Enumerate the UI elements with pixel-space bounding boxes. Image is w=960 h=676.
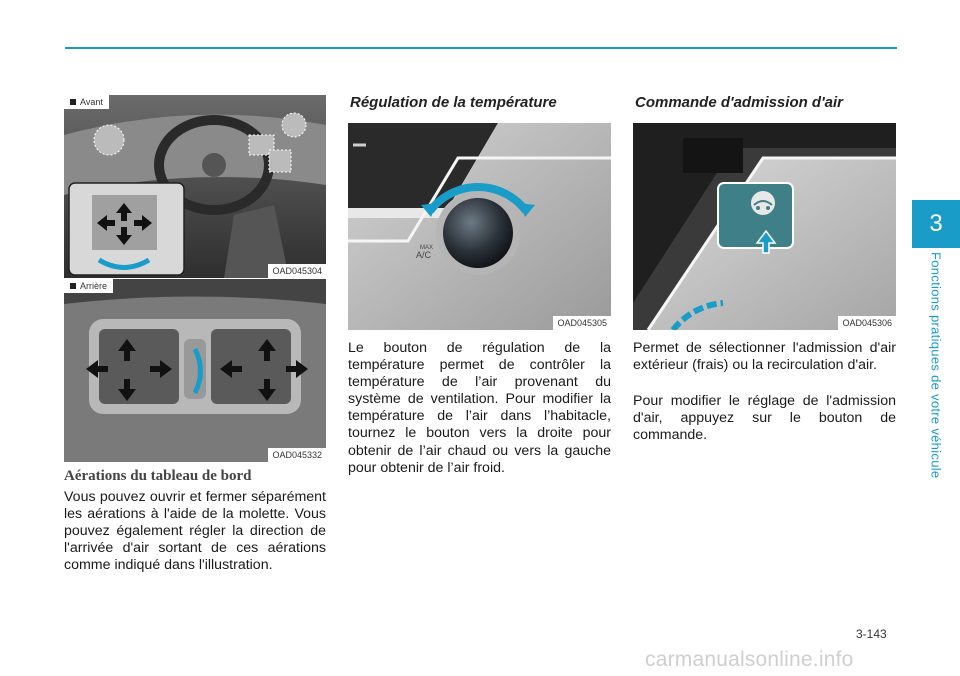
figure-tag-front	[64, 95, 109, 109]
heading-dashboard-vents: Aérations du tableau de bord	[64, 468, 252, 484]
rear-vents-illustration	[64, 279, 326, 462]
paragraph-air-intake-instructions: Pour modifier le réglage de l'admission d'air, appuyez sur le bouton de commande.	[633, 393, 896, 444]
figure-code-temp: OAD045305	[553, 316, 611, 330]
figure-air-intake	[633, 123, 896, 330]
chapter-number: 3	[929, 210, 943, 237]
knob-max-label: MAX	[420, 245, 434, 251]
heading-air-intake-control: Commande d'admission d'air	[635, 94, 844, 111]
chapter-number-tab	[912, 200, 960, 248]
paragraph-dashboard-vents: Vous pouvez ouvrir et fermer séparément les aérations à l'aide de la molette. Vous pouvez également régler la direction de l'arrivée d'air sortant de ces aérations comme indiqué dans l'illustration.	[64, 489, 326, 574]
front-dashboard-illustration	[64, 95, 326, 278]
watermark: carmanualsonline.info	[645, 648, 854, 671]
knob-ac-label: A/C	[416, 250, 432, 260]
figure-code-front: OAD045304	[268, 264, 326, 278]
bullet-square-icon	[70, 99, 76, 105]
chapter-title: Fonctions pratiques de votre véhicule	[928, 252, 944, 479]
heading-temperature-control: Régulation de la température	[350, 94, 557, 111]
paragraph-air-intake-purpose: Permet de sélectionner l'admission d'air extérieur (frais) ou la recirculation d'air.	[633, 340, 896, 374]
temperature-knob-illustration	[348, 123, 611, 330]
air-intake-illustration	[633, 123, 896, 330]
bullet-square-icon	[70, 283, 76, 289]
page-number: 3-143	[856, 627, 887, 641]
figure-tag-front-label: Avant	[80, 97, 103, 107]
paragraph-temperature-control: Le bouton de régulation de la température permet de contrôler la température de l’air provenant du système de ventilation. Pour modifier la température de l’air dans l’habitacle, tournez le bouton vers la droite pour obtenir de l’air chaud ou vers la gauche pour obtenir de l’air froid.	[348, 340, 611, 476]
figure-tag-rear-label: Arrière	[80, 281, 108, 291]
figure-temperature-knob	[348, 123, 611, 330]
figure-code-intake: OAD045306	[838, 316, 896, 330]
figure-front-vents	[64, 95, 326, 278]
figure-code-rear: OAD045332	[268, 448, 326, 462]
top-rule	[65, 47, 897, 49]
figure-rear-vents	[64, 279, 326, 462]
figure-tag-rear	[64, 279, 113, 293]
